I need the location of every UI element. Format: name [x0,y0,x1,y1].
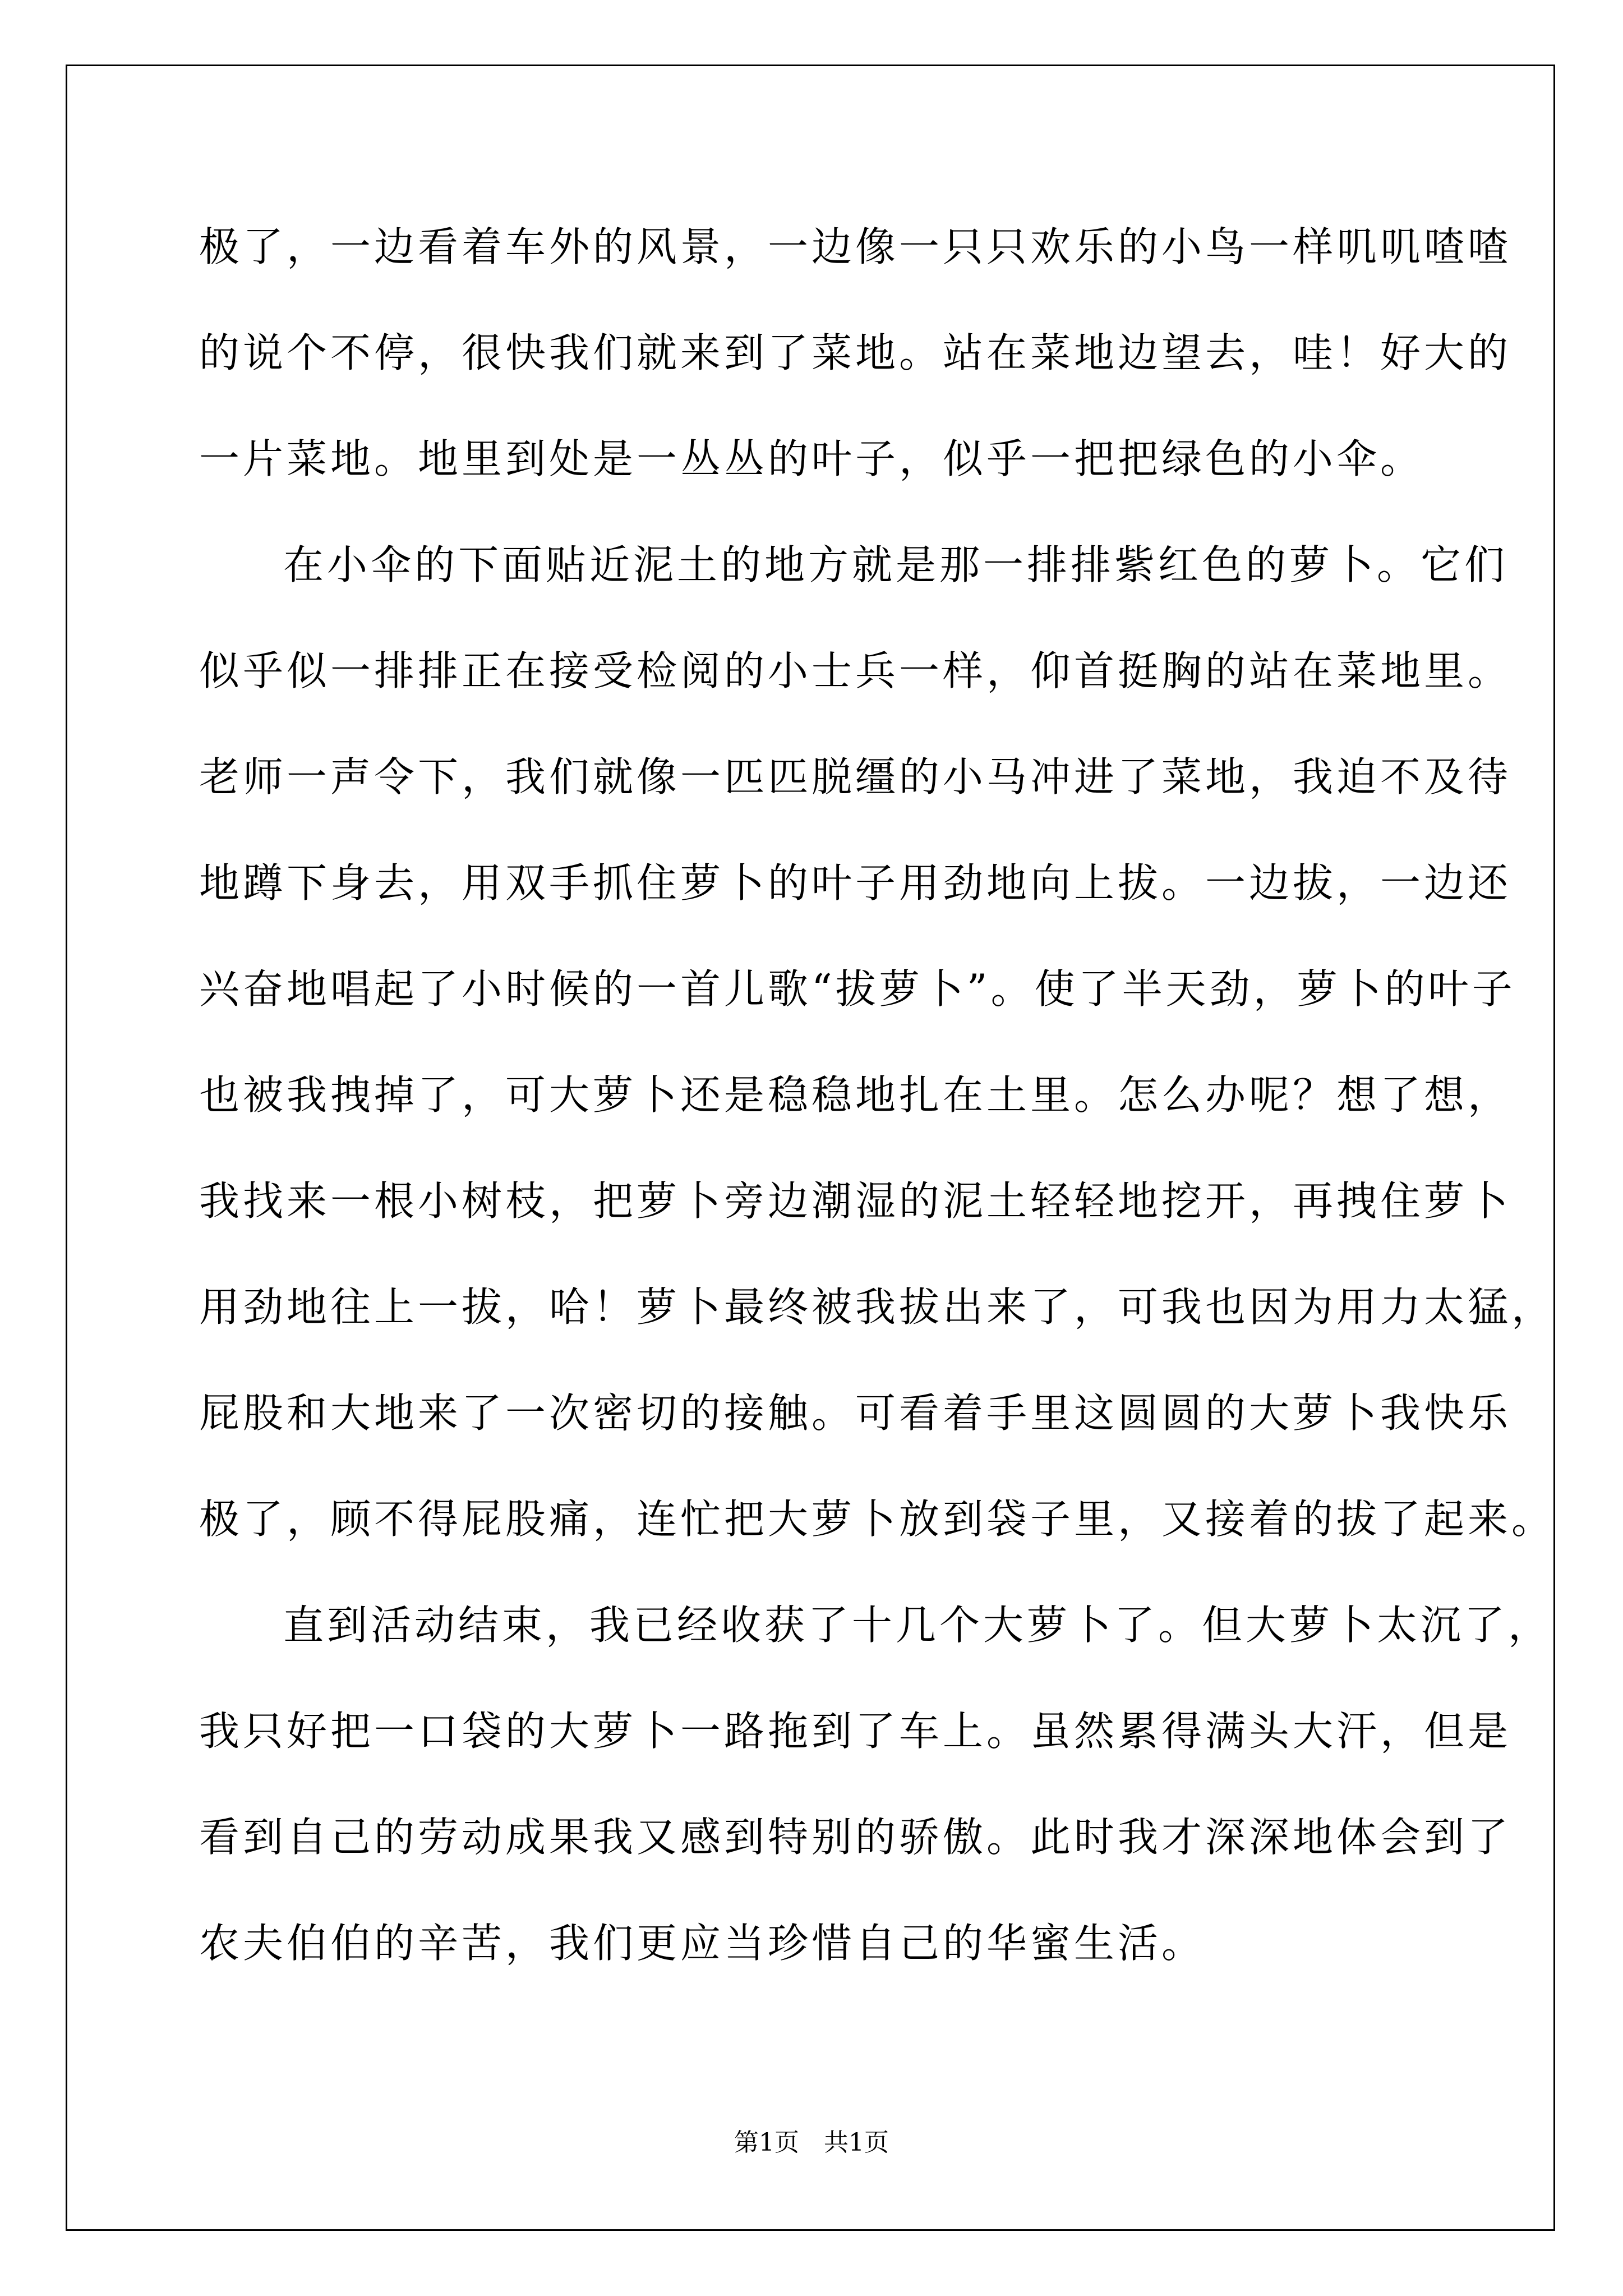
paragraph-start-line: 在小伞的下面贴近泥土的地方就是那一排排紫红色的萝卜。它们 [239,541,1509,588]
text-line: 我只好把一口袋的大萝卜一路拖到了车上。虽然累得满头大汗，但是 [199,1708,1512,1755]
text-line: 也被我拽掉了，可大萝卜还是稳稳地扎在土里。怎么办呢？想了想， [199,1071,1512,1119]
text-line: 兴奋地唱起了小时候的一首儿歌“拔萝卜”。使了半天劲，萝卜的叶子 [199,965,1516,1013]
text-line: 农夫伯伯的辛苦，我们更应当珍惜自己的华蜜生活。 [199,1920,1206,1967]
text-line: 看到自己的劳动成果我又感到特别的骄傲。此时我才深深地体会到了 [199,1814,1512,1861]
text-line: 用劲地往上一拔，哈！萝卜最终被我拔出来了，可我也因为用力太猛， [199,1283,1556,1331]
text-line: 的说个不停，很快我们就来到了菜地。站在菜地边望去，哇！好大的 [199,329,1512,376]
text-line: 似乎似一排排正在接受检阅的小士兵一样，仰首挺胸的站在菜地里。 [199,647,1512,694]
text-line: 地蹲下身去，用双手抓住萝卜的叶子用劲地向上拔。一边拔，一边还 [199,859,1512,907]
text-line: 屁股和大地来了一次密切的接触。可看着手里这圆圆的大萝卜我快乐 [199,1389,1512,1437]
text-line: 极了，顾不得屁股痛，连忙把大萝卜放到袋子里，又接着的拔了起来。 [199,1496,1556,1543]
text-line: 我找来一根小树枝，把萝卜旁边潮湿的泥土轻轻地挖开，再拽住萝卜 [199,1177,1512,1225]
page-border [66,65,1555,2231]
text-line: 一片菜地。地里到处是一丛丛的叶子，似乎一把把绿色的小伞。 [199,435,1424,482]
text-line: 老师一声令下，我们就像一匹匹脱缰的小马冲进了菜地，我迫不及待 [199,753,1512,800]
page-number: 第1页 共1页 [734,2128,889,2157]
paragraph-start-line: 直到活动结束，我已经收获了十几个大萝卜了。但大萝卜太沉了， [239,1602,1552,1649]
text-line: 极了，一边看着车外的风景，一边像一只只欢乐的小鸟一样叽叽喳喳 [199,223,1512,270]
